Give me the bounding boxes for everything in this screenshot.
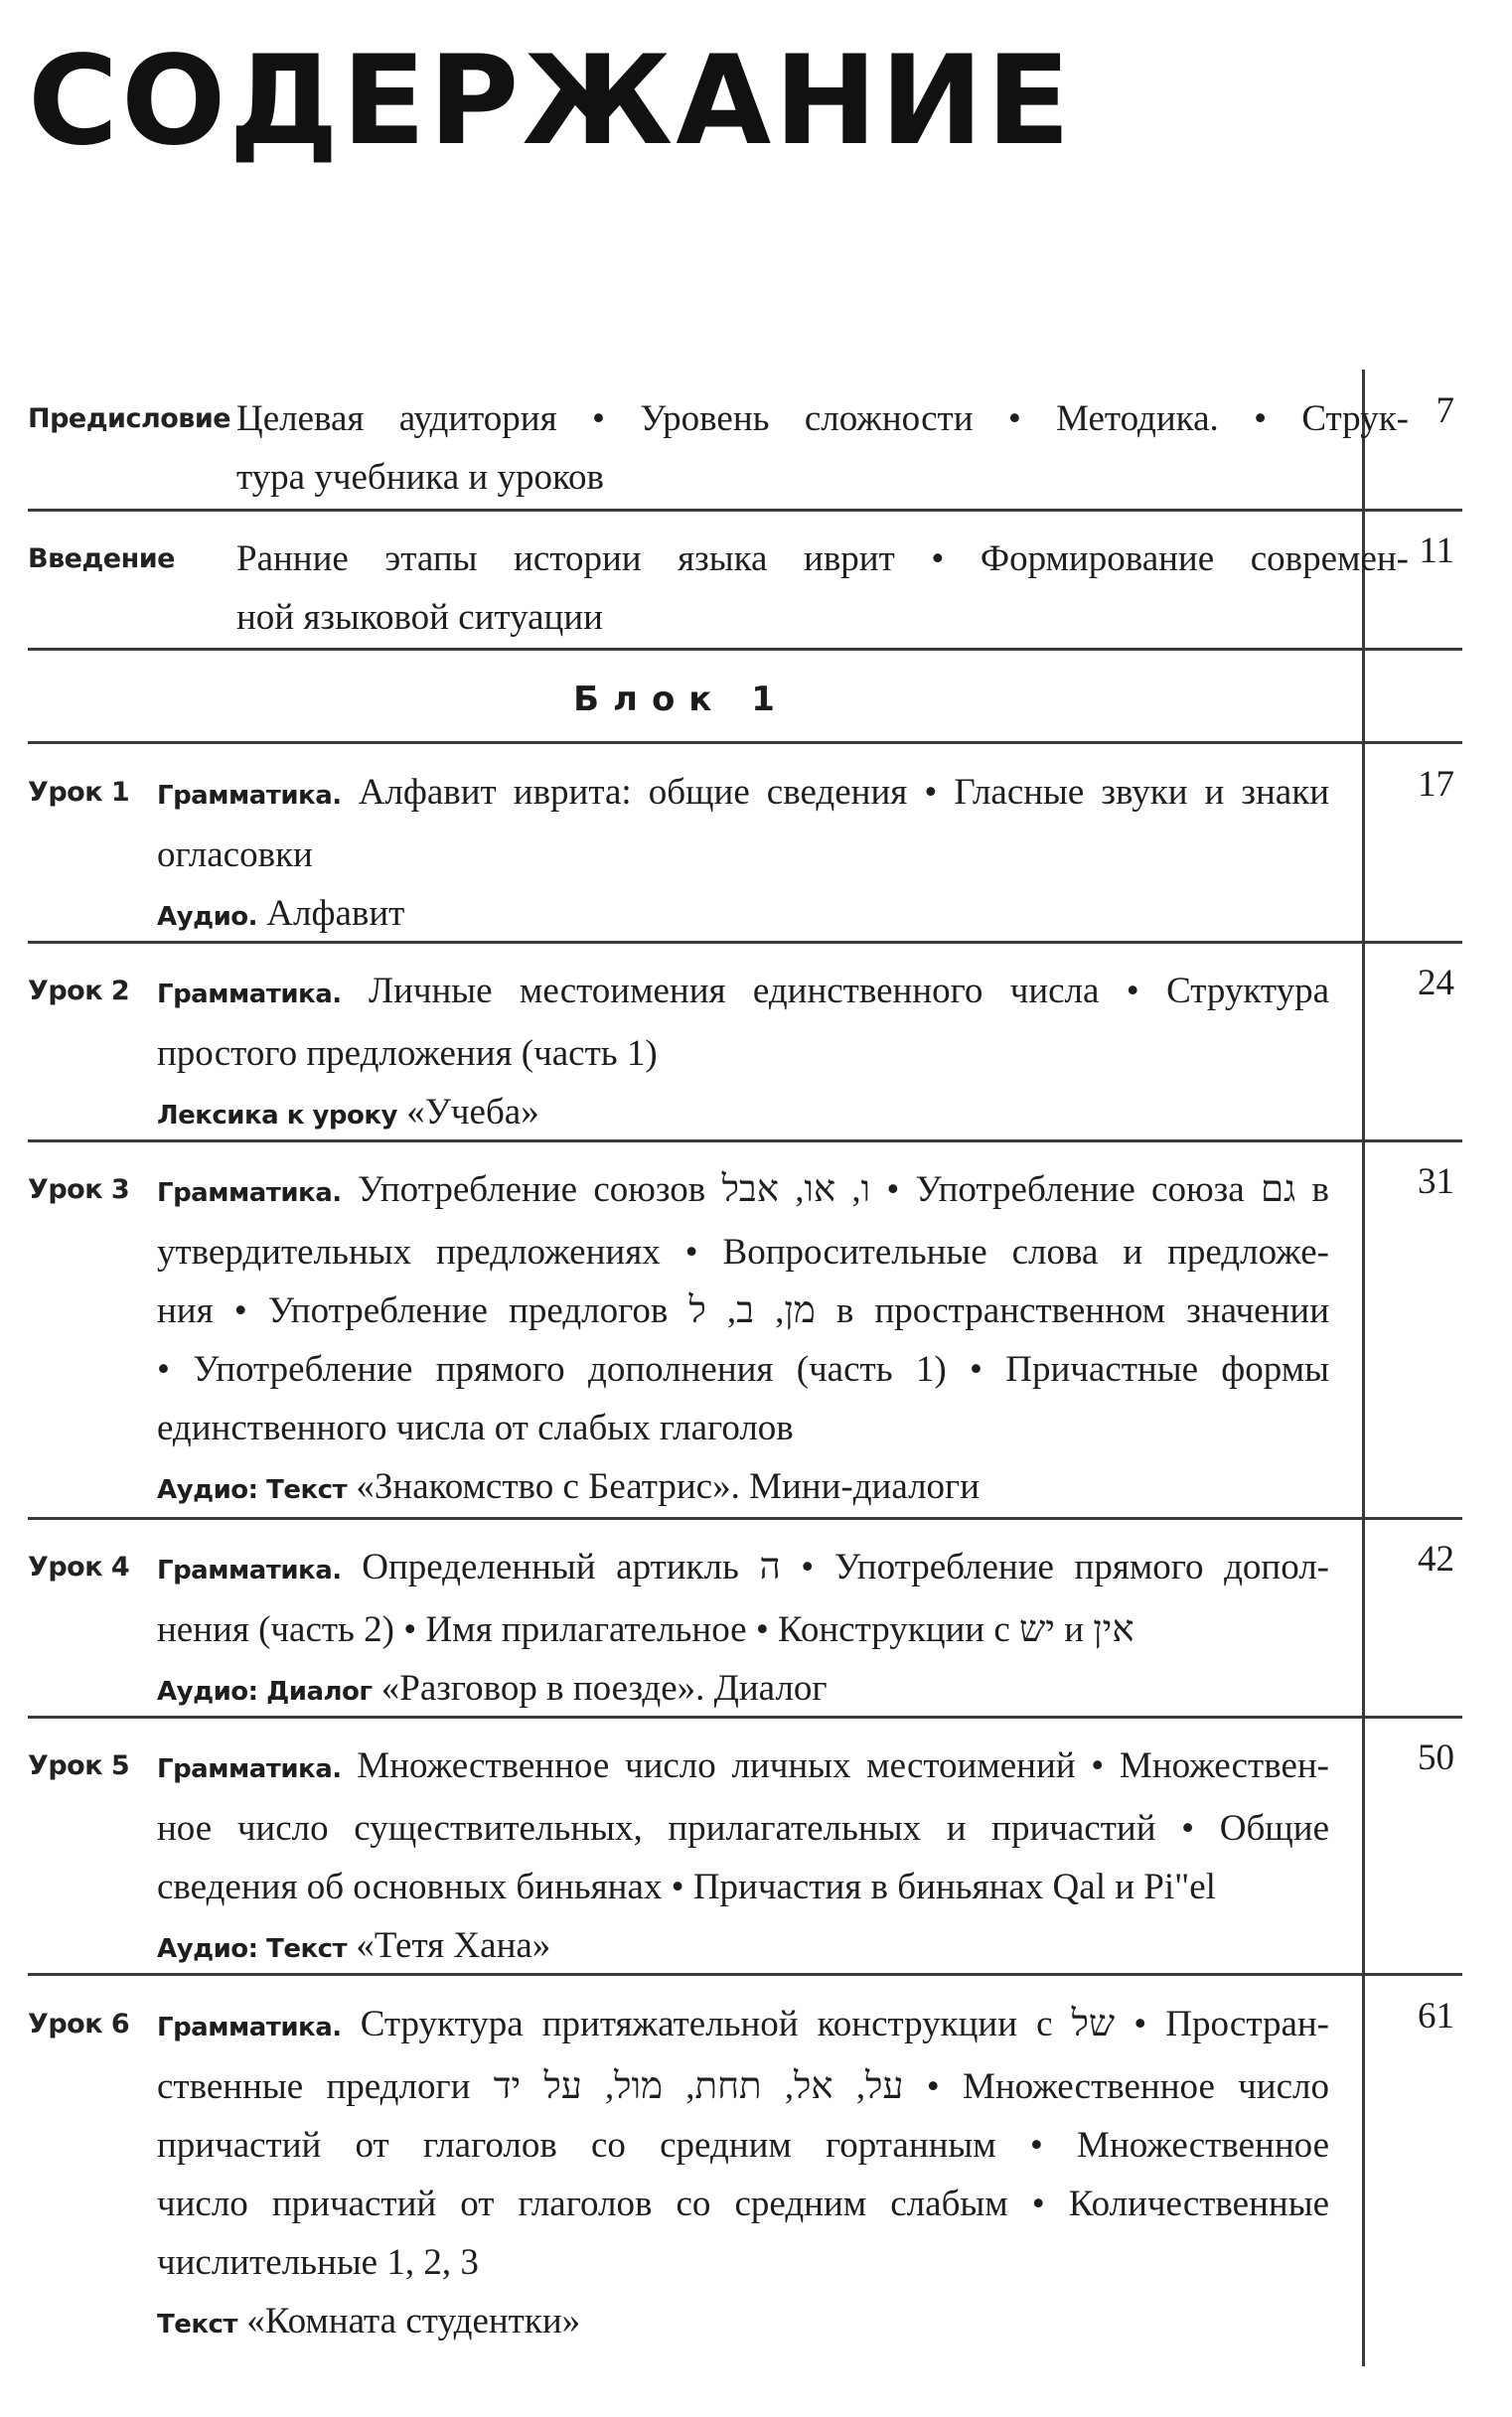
entry-text: Целевая аудитория • Уровень сложности • Методика. • Струк- тура учебника и уроков [236, 398, 1409, 498]
entry-text: Грамматика. Структура притяжательной конструкции с של • Простран- ственные предлоги על, אל, תחת, מול, על יד • Множественное число причастий от глаголов со средним гортанным • Множественное число причастий от глаголов со средним слабым • Количественные числительные 1, 2, 3 Текст «Комната студентки» [157, 2004, 1329, 2341]
audio-label: Аудио: Текст [157, 1475, 348, 1505]
page-column-divider [1362, 370, 1365, 2366]
entry-text: Грамматика. Алфавит иврита: общие сведения • Гласные звуки и знаки огласовки Аудио. Алфавит [157, 772, 1330, 934]
text-label: Текст [157, 2310, 237, 2340]
lesson-label: Урок 4 [28, 1552, 130, 1583]
page-number: 11 [1419, 530, 1454, 571]
row-divider [28, 648, 1462, 651]
row-divider [28, 1139, 1462, 1142]
entry-text: Ранние этапы истории языка иврит • Формирование современ- ной языковой ситуации [236, 538, 1409, 638]
audio-label: Аудио: Диалог [157, 1677, 373, 1707]
entry-text: Грамматика. Личные местоимения единственного числа • Структура простого предложения (часть 1) Лексика к уроку «Учеба» [157, 971, 1330, 1133]
row-divider [28, 509, 1462, 512]
entry-text: Грамматика. Определенный артикль ה • Употребление прямого допол- нения (часть 2) • Имя прилагательное • Конструкции с יש и אין Аудио: Диалог «Разговор в поезде». Диалог [157, 1547, 1329, 1709]
lesson-label: Урок 3 [28, 1174, 130, 1205]
grammar-label: Грамматика. [157, 2013, 342, 2042]
page-title: СОДЕРЖАНИЕ [28, 30, 1074, 173]
page-number: 61 [1418, 1996, 1454, 2037]
page-number: 50 [1418, 1737, 1454, 1778]
block-heading: Блок 1 [573, 680, 789, 719]
page-number: 7 [1436, 390, 1454, 431]
page-number: 17 [1418, 764, 1454, 805]
entry-label: Предисловие [28, 403, 231, 434]
row-divider [28, 741, 1462, 744]
grammar-label: Грамматика. [157, 1178, 342, 1208]
lesson-label: Урок 6 [28, 2009, 130, 2039]
grammar-label: Грамматика. [157, 1556, 342, 1586]
lesson-label: Урок 1 [28, 777, 130, 808]
entry-text: Грамматика. Множественное число личных местоимений • Множествен- ное число существительных, прилагательных и причастий • Общие сведения об основных биньянах • Причастия в биньянах Qal и Pi"el Аудио: Текст «Тетя Хана» [157, 1745, 1330, 1966]
lesson-label: Урок 2 [28, 976, 130, 1006]
grammar-label: Грамматика. [157, 781, 342, 811]
lesson-label: Урок 5 [28, 1750, 130, 1781]
row-divider [28, 1716, 1462, 1719]
page-number: 42 [1418, 1539, 1454, 1580]
page-number: 24 [1418, 963, 1454, 1003]
entry-label: Введение [28, 543, 175, 574]
row-divider [28, 1517, 1462, 1520]
audio-label: Аудио. [157, 902, 258, 932]
grammar-label: Грамматика. [157, 1754, 342, 1784]
entry-text: Грамматика. Употребление союзов ו, או, אבל • Употребление союза גם в утвердительных предложениях • Вопросительные слова и предложе- ния • Употребление предлогов מן, ב, ל в пространственном значении • Употребление прямого дополнения (часть 1) • Причастные формы единственного числа от слабых глаголов Аудио: Текст «Знакомство с Беатрис». Мини-диалоги [157, 1169, 1330, 1507]
audio-label: Аудио: Текст [157, 1934, 348, 1964]
row-divider [28, 1973, 1462, 1976]
row-divider [28, 941, 1462, 944]
vocabulary-label: Лексика к уроку [157, 1101, 397, 1131]
page-number: 31 [1418, 1161, 1454, 1202]
grammar-label: Грамматика. [157, 980, 342, 1009]
